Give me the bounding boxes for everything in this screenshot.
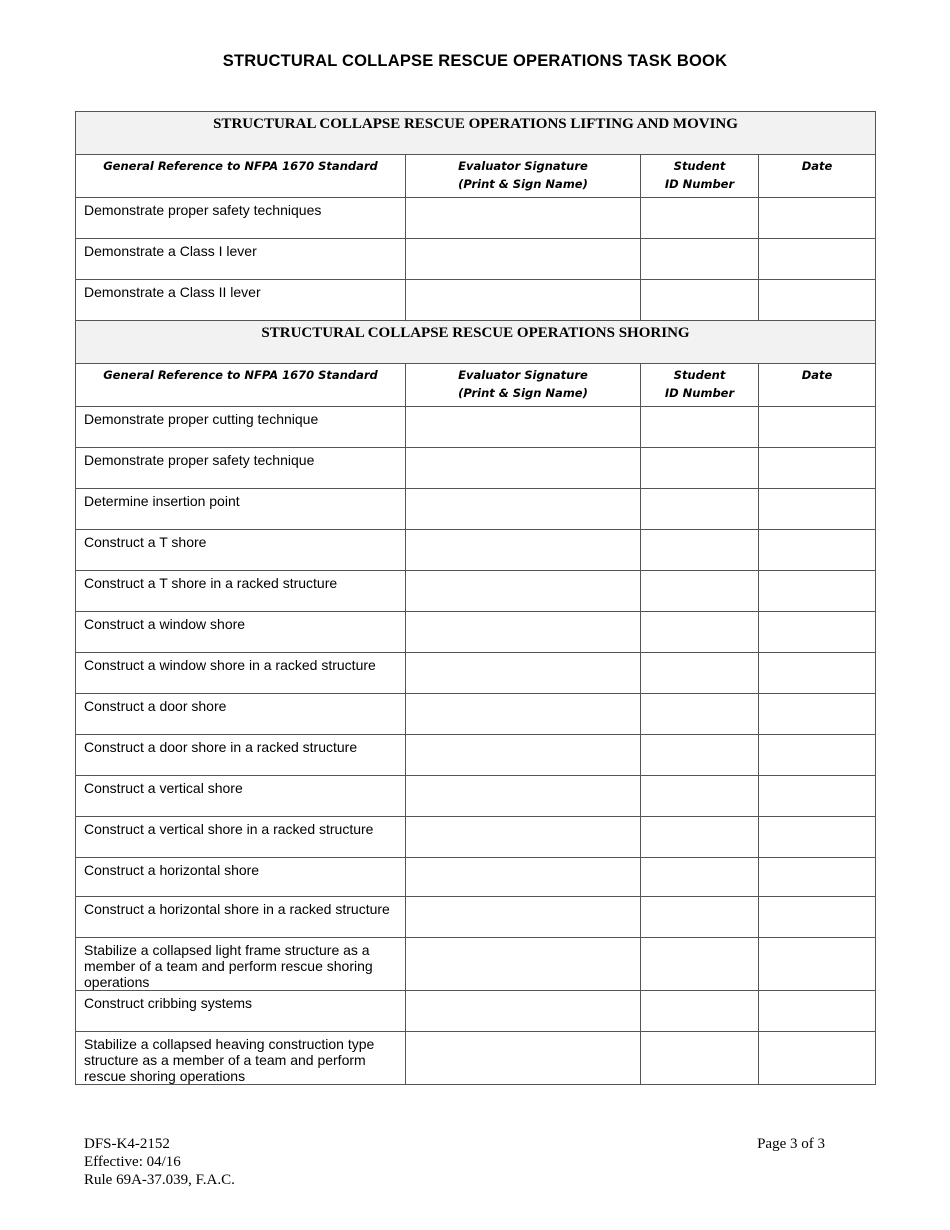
rule-reference: Rule 69A-37.039, F.A.C. [84, 1172, 235, 1188]
date-cell[interactable] [759, 489, 876, 530]
evaluator-signature-cell[interactable] [406, 489, 641, 530]
evaluator-signature-cell[interactable] [406, 735, 641, 776]
date-cell[interactable] [759, 776, 876, 817]
date-column-header: Date [759, 364, 876, 407]
evaluator-header-line1: Evaluator Signature [458, 368, 588, 382]
student-id-cell[interactable] [641, 694, 759, 735]
student-id-cell[interactable] [641, 991, 759, 1032]
student-header-line2: ID Number [664, 177, 735, 191]
task-table [75, 111, 876, 1085]
student-id-cell[interactable] [641, 489, 759, 530]
evaluator-signature-cell[interactable] [406, 571, 641, 612]
evaluator-signature-cell[interactable] [406, 198, 641, 239]
table-row [76, 571, 876, 612]
task-description: Construct cribbing systems [76, 991, 406, 1032]
evaluator-signature-cell[interactable] [406, 1032, 641, 1085]
date-cell[interactable] [759, 897, 876, 938]
student-id-cell[interactable] [641, 938, 759, 991]
task-description: Construct a T shore in a racked structure [76, 571, 406, 612]
table-row [76, 198, 876, 239]
date-cell[interactable] [759, 571, 876, 612]
student-id-cell[interactable] [641, 612, 759, 653]
table-row [76, 991, 876, 1032]
evaluator-signature-cell[interactable] [406, 653, 641, 694]
evaluator-signature-cell[interactable] [406, 938, 641, 991]
date-cell[interactable] [759, 938, 876, 991]
date-cell[interactable] [759, 694, 876, 735]
date-cell[interactable] [759, 612, 876, 653]
evaluator-header-line1: Evaluator Signature [458, 159, 588, 173]
student-header-line1: Student [673, 368, 726, 382]
task-description: Construct a horizontal shore in a racked structure [76, 897, 406, 938]
table-row [76, 407, 876, 448]
date-cell[interactable] [759, 817, 876, 858]
section-heading-shoring [76, 321, 876, 364]
student-id-cell[interactable] [641, 571, 759, 612]
form-number: DFS-K4-2152 [84, 1136, 170, 1152]
student-id-cell[interactable] [641, 858, 759, 897]
task-description: Demonstrate proper safety technique [76, 448, 406, 489]
task-description: Demonstrate proper safety techniques [76, 198, 406, 239]
task-description: Demonstrate a Class II lever [76, 280, 406, 321]
student-id-cell[interactable] [641, 776, 759, 817]
evaluator-signature-cell[interactable] [406, 448, 641, 489]
table-row [76, 489, 876, 530]
task-description: Stabilize a collapsed light frame structure as a member of a team and perform rescue shoring operations [76, 938, 406, 991]
table-row [76, 735, 876, 776]
evaluator-signature-cell[interactable] [406, 530, 641, 571]
date-column-header: Date [759, 155, 876, 198]
page-title: STRUCTURAL COLLAPSE RESCUE OPERATIONS TASK BOOK [222, 52, 728, 70]
reference-column-header: General Reference to NFPA 1670 Standard [76, 364, 406, 407]
table-row [76, 239, 876, 280]
task-description: Construct a vertical shore in a racked structure [76, 817, 406, 858]
evaluator-signature-cell[interactable] [406, 858, 641, 897]
table-row [76, 448, 876, 489]
date-cell[interactable] [759, 858, 876, 897]
evaluator-column-header [406, 155, 641, 198]
table-row [76, 817, 876, 858]
table-row [76, 858, 876, 897]
student-id-cell[interactable] [641, 897, 759, 938]
date-cell[interactable] [759, 239, 876, 280]
evaluator-signature-cell[interactable] [406, 776, 641, 817]
table-row [76, 653, 876, 694]
evaluator-header-line2: (Print & Sign Name) [458, 386, 588, 400]
effective-date: Effective: 04/16 [84, 1154, 181, 1170]
task-description: Determine insertion point [76, 489, 406, 530]
reference-column-header: General Reference to NFPA 1670 Standard [76, 155, 406, 198]
task-description: Construct a door shore in a racked structure [76, 735, 406, 776]
table-row [76, 776, 876, 817]
task-description: Stabilize a collapsed heaving construction type structure as a member of a team and perform rescue shoring operations [76, 1032, 406, 1085]
evaluator-signature-cell[interactable] [406, 897, 641, 938]
date-cell[interactable] [759, 653, 876, 694]
table-row [76, 694, 876, 735]
date-cell[interactable] [759, 735, 876, 776]
task-description: Construct a T shore [76, 530, 406, 571]
section-title: STRUCTURAL COLLAPSE RESCUE OPERATIONS LIFTING AND MOVING [76, 112, 876, 155]
date-cell[interactable] [759, 198, 876, 239]
student-id-cell[interactable] [641, 1032, 759, 1085]
evaluator-column-header [406, 364, 641, 407]
task-description: Construct a window shore in a racked structure [76, 653, 406, 694]
section-heading-lifting [76, 112, 876, 155]
student-id-column-header [641, 364, 759, 407]
student-id-cell[interactable] [641, 448, 759, 489]
evaluator-header-line2: (Print & Sign Name) [458, 177, 588, 191]
evaluator-signature-cell[interactable] [406, 817, 641, 858]
student-id-cell[interactable] [641, 735, 759, 776]
task-description: Demonstrate a Class I lever [76, 239, 406, 280]
footer-form-info [84, 1135, 235, 1189]
student-id-cell[interactable] [641, 653, 759, 694]
column-header-row [76, 364, 876, 407]
table-row [76, 897, 876, 938]
date-cell[interactable] [759, 407, 876, 448]
section-title: STRUCTURAL COLLAPSE RESCUE OPERATIONS SHORING [76, 321, 876, 364]
table-row [76, 530, 876, 571]
evaluator-signature-cell[interactable] [406, 280, 641, 321]
date-cell[interactable] [759, 448, 876, 489]
evaluator-signature-cell[interactable] [406, 991, 641, 1032]
evaluator-signature-cell[interactable] [406, 612, 641, 653]
table-row [76, 1032, 876, 1085]
student-id-cell[interactable] [641, 817, 759, 858]
date-cell[interactable] [759, 530, 876, 571]
student-id-cell[interactable] [641, 280, 759, 321]
task-description: Demonstrate proper cutting technique [76, 407, 406, 448]
task-description: Construct a vertical shore [76, 776, 406, 817]
task-description: Construct a window shore [76, 612, 406, 653]
evaluator-signature-cell[interactable] [406, 407, 641, 448]
page-number: Page 3 of 3 [757, 1136, 825, 1152]
table-row [76, 612, 876, 653]
student-id-column-header [641, 155, 759, 198]
evaluator-signature-cell[interactable] [406, 239, 641, 280]
student-id-cell[interactable] [641, 198, 759, 239]
date-cell[interactable] [759, 280, 876, 321]
date-cell[interactable] [759, 991, 876, 1032]
student-header-line2: ID Number [664, 386, 735, 400]
student-id-cell[interactable] [641, 407, 759, 448]
column-header-row [76, 155, 876, 198]
table-row [76, 938, 876, 991]
task-description: Construct a horizontal shore [76, 858, 406, 897]
table-row [76, 280, 876, 321]
student-id-cell[interactable] [641, 239, 759, 280]
student-header-line1: Student [673, 159, 726, 173]
student-id-cell[interactable] [641, 530, 759, 571]
evaluator-signature-cell[interactable] [406, 694, 641, 735]
task-description: Construct a door shore [76, 694, 406, 735]
date-cell[interactable] [759, 1032, 876, 1085]
